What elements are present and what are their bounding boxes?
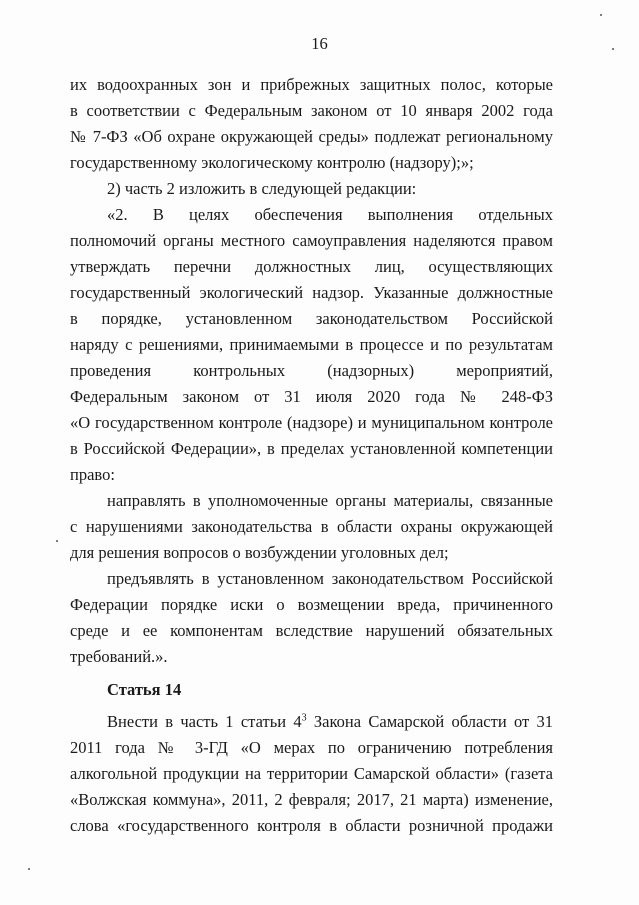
text-line: наряду с решениями, принимаемыми в процессе и по результатам xyxy=(70,335,553,354)
text-line: предъявлять в установленном законодательством Российской xyxy=(107,569,553,588)
text-line: Федеральным законом от 31 июля 2020 года № 248-ФЗ xyxy=(70,387,553,406)
text-line: среде и ее компонентам вследствие нарушений обязательных xyxy=(70,621,553,640)
text-line: «2. В целях обеспечения выполнения отдельных xyxy=(107,205,553,224)
page-number: 16 xyxy=(311,34,328,53)
article-text-line: Внести в часть 1 статьи $4^3$ Закона Самарской области от 31 xyxy=(107,712,553,731)
text-line: в Российской Федерации», в пределах установленной компетенции xyxy=(70,439,553,458)
text-line: направлять в уполномоченные органы материалы, связанные xyxy=(107,491,553,510)
article-text-line: «Волжская коммуна», 2011, 2 февраля; 2017, 21 марта) изменение, xyxy=(70,790,553,809)
article-text-line: слова «государственного контроля в области розничной продажи xyxy=(70,816,553,835)
scan-speck xyxy=(56,540,58,542)
text-line: 2) часть 2 изложить в следующей редакции: xyxy=(107,179,417,198)
text-line: для решения вопросов о возбуждении уголовных дел; xyxy=(70,543,449,562)
text-line: их водоохранных зон и прибрежных защитных полос, которые xyxy=(70,75,553,94)
article-text-line: 2011 года № 3-ГД «О мерах по ограничению потребления xyxy=(70,738,553,757)
text-line: в соответствии с Федеральным законом от 10 января 2002 года xyxy=(70,101,553,120)
scan-speck xyxy=(28,868,30,870)
text-line: в порядке, установленном законодательством Российской xyxy=(70,309,553,328)
scan-speck xyxy=(612,48,614,50)
amendment-text xyxy=(70,72,553,670)
text-line: № 7-ФЗ «Об охране окружающей среды» подлежат региональному xyxy=(70,127,553,146)
text-line: право: xyxy=(70,465,115,484)
article-heading: Статья 14 xyxy=(107,680,182,699)
scan-speck xyxy=(600,14,602,16)
text-line: «О государственном контроле (надзоре) и муниципальном контроле xyxy=(70,413,553,432)
document-body xyxy=(70,72,553,839)
text-line: Федерации порядке иски о возмещении вреда, причиненного xyxy=(70,595,553,614)
article-text-line: алкогольной продукции на территории Самарской области» (газета xyxy=(70,764,553,783)
text-line: требований.». xyxy=(70,647,168,666)
text-line: полномочий органы местного самоуправления наделяются правом xyxy=(70,231,553,250)
text-line: государственному экологическому контролю (надзору);»; xyxy=(70,153,474,172)
text-line: утверждать перечни должностных лиц, осуществляющих xyxy=(70,257,553,276)
text-line: проведения контрольных (надзорных) мероприятий, xyxy=(70,361,553,380)
text-line: с нарушениями законодательства в области охраны окружающей xyxy=(70,517,553,536)
superscript: 3 xyxy=(301,712,307,724)
text-line: государственный экологический надзор. Указанные должностные xyxy=(70,283,553,302)
